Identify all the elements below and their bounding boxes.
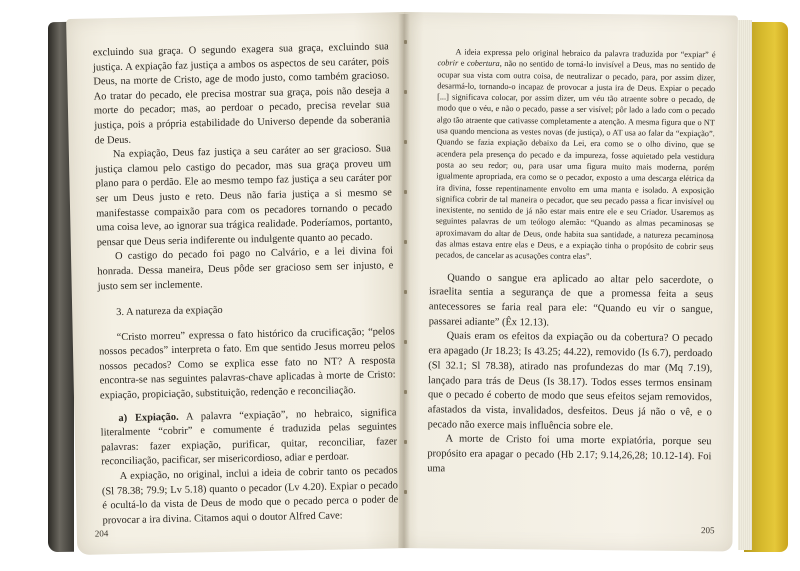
definition-paragraph xyxy=(100,406,397,471)
paragraph: Na expiação, Deus faz justiça a seu caráter ao ser gracioso. Sua justiça clamou pelo castigo do pecador, mas sua graça proveu um plano para o perdão. Ele ao mesmo tempo faz justiça a seu caráter por ser um Deus justo e reto. Deus não faria justiça a si mesmo se manifestasse compaixão para com os pecadores tornando o pecado uma coisa leve, ao ignorar sua trágica realidade. Poderíamos, portanto, pensar que Deus seria indiferente ou indulgente quanto ao pecado. xyxy=(95,143,393,249)
section-heading: 3. A natureza da expiação xyxy=(116,304,223,319)
definition-term: a) Expiação. xyxy=(118,411,179,424)
page-number: 205 xyxy=(701,525,715,536)
left-page-text xyxy=(93,40,399,528)
book-gutter xyxy=(398,14,410,548)
binding-stitch xyxy=(404,440,407,444)
binding-stitch xyxy=(404,40,407,44)
definition-text: A palavra “expiação”, no hebraico, significa literalmente “cobrir” e comumente é traduzida pelas seguintes palavras: fazer expiação, purificar, quitar, reconciliar, fazer reconciliação, pacificar, ser misericordioso, adiar e perdoar. xyxy=(100,406,398,468)
quote-text: , não no sentido de torná-lo invisível a Deus, mas no sentido de ocupar sua vista com outra coisa, de neutralizar o pecado, para, por assim dizer, desarmá-lo, tornando-o incapaz de provocar a justa ira de Deus. Expiar o pecado [...] significava colocar, por assim dizer, um véu tão atraente sobre o pecado, de modo que o véu, e não o pecado, passe a ser visível; pôr lado a lado com o pecado algo tão atraente que cativasse completamente a atenção. A mesma figura que o NT usa quando menciona as vestes novas (de justiça), o AT usa ao falar da “expiação”. Quando se fazia expiação debaixo da Lei, era como se o olho divino, que se acendera pela presença do pecado e da impureza, fosse aquietado pela vestidura posta ao seu redor; ou, para usar uma figura muito mais moderna, porém igualmente apropriada, era como se o pecador, exposto a uma descarga elétrica da ira divina, fosse repentinamente envolto em uma manta e isolado. A exposição significa cobrir de tal maneira o pecador, que seu pecado passa a ficar invisível ou inexistente, no sentido de já não estar mais entre ele e seu Criador. Usaremos as seguintes palavras de um teólogo alemão: “Quando as almas pecaminosas se aproximavam do altar de Deus, onde habita sua santidade, a natureza pecaminosa das almas estava entre elas e Deus, e a expiação tinha o propósito de cobrir seus pecados, de cancelar as acusações contra elas”. xyxy=(435,59,716,262)
left-page xyxy=(66,12,415,555)
paragraph: Quais eram os efeitos da expiação ou da cobertura? O pecado era apagado (Jr 18.23; Is 43.25; 44.22), removido (Is 6.7), perdoado (Sl 32.1; Sl 78.38), atirado nas profundezas do mar (Mq 7.19), lançado para trás de Deus (Is 38.17). Todos esses termos ensinam que o pecado é coberto de modo que seus efeitos sejam removidos, afastados da vista, invalidados, desfeitos. Deus já não o vê, e o pecado não exerce mais influência sobre ele. xyxy=(427,330,713,432)
right-page xyxy=(398,12,738,551)
page-stack-edge xyxy=(738,20,752,550)
binding-stitch xyxy=(404,490,407,494)
quote-text: e xyxy=(458,58,468,68)
right-body-text xyxy=(427,271,713,480)
binding-stitch xyxy=(404,140,407,144)
paragraph: “Cristo morreu” expressa o fato histórico da crucificação; “pelos nossos pecados” interpreta o fato. Em que sentido Jesus morreu pelos nossos pecados? Como se explica esse fato no NT? A resposta encontra-se nas seguintes palavras-chave aplicadas à morte de Cristo: expiação, propiciação, substituição, redenção e reconciliação. xyxy=(98,325,396,402)
quote-text: A ideia expressa pelo original hebraico da palavra traduzida por “expiar” é xyxy=(455,47,716,60)
page-number: 204 xyxy=(94,528,109,539)
paragraph: Quando o sangue era aplicado ao altar pelo sacerdote, o israelita sentia a segurança de que a promessa feita a seus antecessores se faria real para ele: “Quando eu vir o sangue, passarei adiante” (Êx 12.13). xyxy=(428,272,714,329)
right-page-text xyxy=(427,46,715,479)
binding-stitch xyxy=(404,290,407,294)
paragraph: A expiação, no original, inclui a ideia de cobrir tanto os pecados (Sl 78.38; 79.9; Lv 5.18) quanto o pecador (Lv 4.20). Expiar o pecado é ocultá-lo da vista de Deus de modo que o pecado perca o poder de provocar a ira divina. Citamos aqui o doutor Alfred Cave: xyxy=(101,465,399,527)
binding-stitch xyxy=(404,340,407,344)
quote-italic: cobertura xyxy=(466,58,500,69)
quote-italic: cobrir xyxy=(437,58,459,68)
binding-stitch xyxy=(404,190,407,194)
binding-stitch xyxy=(404,390,407,394)
binding-stitch xyxy=(404,240,407,244)
block-quote xyxy=(429,46,715,264)
paragraph: excluindo sua graça. O segundo exagera sua graça, excluindo sua justiça. A expiação faz justiça a ambos os aspectos de seu caráter, pois Deus, na morte de Cristo, age de modo justo, como também gracioso. Ao tratar do pecado, ele precisa mostrar sua graça, pois não deseja a morte do pecador; mas, ao perdoar o pecado, precisa revelar sua justiça, pois a própria estabilidade do Universo depende da soberania de Deus. xyxy=(92,41,391,147)
binding-stitch xyxy=(404,90,407,94)
paragraph: A morte de Cristo foi uma morte expiatória, porque seu propósito era apagar o pecado (Hb 2.17; 9.14,26,28; 10.12-14). Foi uma xyxy=(427,433,712,475)
paragraph: O castigo do pecado foi pago no Calvário, e a lei divina foi honrada. Dessa maneira, Deus pôde ser gracioso sem ser injusto, e justo sem ser inclemente. xyxy=(97,245,394,292)
